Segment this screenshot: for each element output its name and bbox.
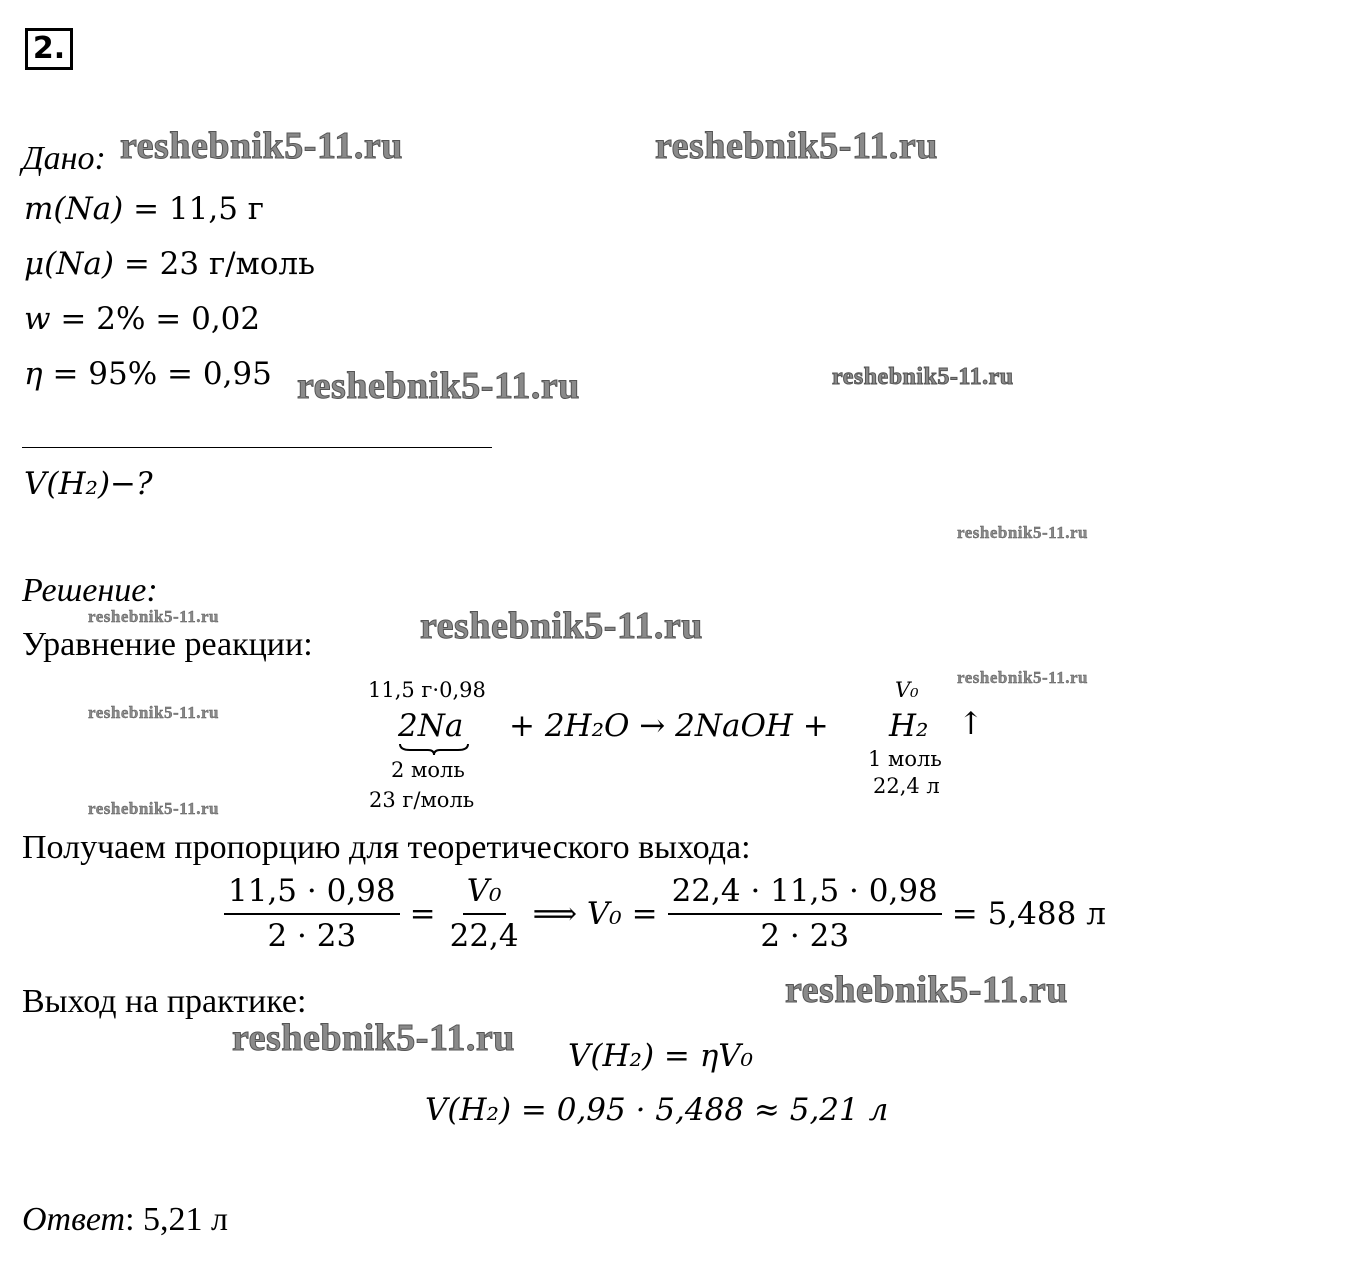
fraction-2: $\frac{\text{V₀}}{22,4}$ — [449, 873, 519, 954]
h2-formula: H₂ — [889, 708, 929, 744]
proportion-label: Получаем пропорцию для теоретического выхода: — [22, 829, 751, 866]
na-moles: 2 моль — [391, 758, 465, 782]
practice-label: Выход на практике: — [22, 983, 307, 1020]
given-line-fraction: w = 2% = 0,02 — [24, 301, 261, 337]
problem-number: 2. — [25, 28, 73, 70]
given-line-mass: m(Na) = 11,5 г — [24, 191, 265, 227]
proportion-equation: $\frac{11,5 \cdot 0,98}{2 \cdot 23}$ = $\frac{\text{V₀}}{22,4}$ ⟹ V₀ = $\frac{22,4 \cdot 11,5 \cdot 0,98}{2 \cdot 23}$ = 5,488 л — [224, 876, 1106, 952]
gas-arrow-icon: ↑ — [958, 706, 984, 742]
na-mass-label: 11,5 г·0,98 — [368, 678, 486, 702]
given-divider — [22, 447, 492, 448]
given-label: Дано: — [22, 140, 106, 177]
h2-molar-volume: 22,4 л — [873, 774, 940, 798]
fraction-1: $\frac{11,5 \cdot 0,98}{2 \cdot 23}$ — [224, 876, 400, 952]
watermark: reshebnik5-11.ru — [420, 605, 703, 647]
watermark: reshebnik5-11.ru — [88, 607, 219, 626]
given-line-molar-mass: μ(Na) = 23 г/моль — [24, 246, 315, 282]
h2-volume-label: V₀ — [895, 678, 919, 702]
solution-label: Решение: — [22, 572, 158, 609]
watermark: reshebnik5-11.ru — [832, 364, 1014, 390]
equation-middle: + 2H₂O → 2NaOH + — [509, 708, 829, 744]
practice-calculation: V(H₂) = 0,95 · 5,488 ≈ 5,21 л — [425, 1092, 889, 1128]
underbrace-icon — [398, 742, 470, 756]
given-line-yield: η = 95% = 0,95 — [24, 356, 272, 392]
watermark: reshebnik5-11.ru — [88, 703, 219, 722]
practice-formula: V(H₂) = ηV₀ — [568, 1038, 754, 1074]
watermark: reshebnik5-11.ru — [957, 523, 1088, 542]
watermark: reshebnik5-11.ru — [232, 1017, 515, 1059]
watermark: reshebnik5-11.ru — [785, 969, 1068, 1011]
reaction-label: Уравнение реакции: — [22, 626, 313, 663]
watermark: reshebnik5-11.ru — [88, 799, 219, 818]
na-molar-mass: 23 г/моль — [369, 788, 475, 812]
watermark: reshebnik5-11.ru — [655, 125, 938, 167]
find-line: V(H₂)−? — [24, 466, 153, 502]
na-formula: 2Na — [398, 708, 464, 744]
answer-line: Ответ: 5,21 л — [22, 1201, 228, 1238]
watermark: reshebnik5-11.ru — [297, 365, 580, 407]
watermark: reshebnik5-11.ru — [957, 668, 1088, 687]
fraction-3: $\frac{22,4 \cdot 11,5 \cdot 0,98}{2 \cdot 23}$ — [668, 876, 942, 952]
h2-moles: 1 моль — [868, 747, 942, 771]
watermark: reshebnik5-11.ru — [120, 125, 403, 167]
